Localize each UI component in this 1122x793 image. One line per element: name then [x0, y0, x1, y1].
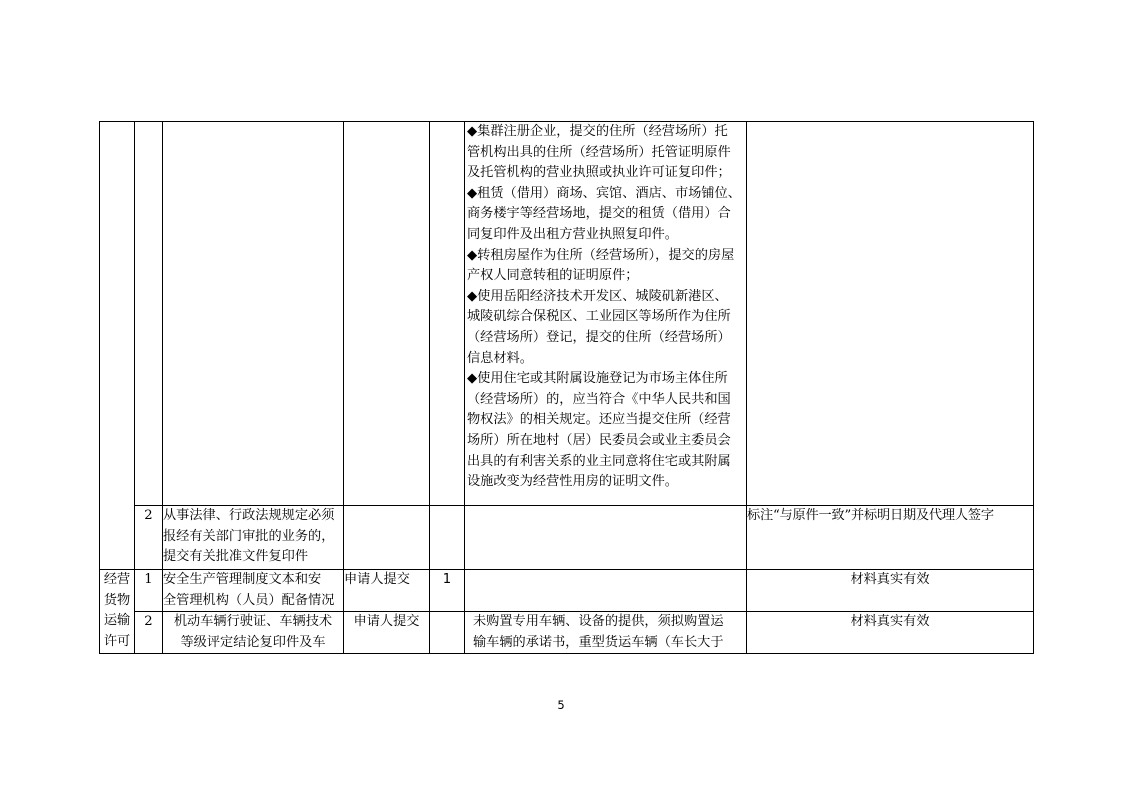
category-cell	[100, 122, 135, 570]
text-line: ◆使用岳阳经济技术开发区、城陵矶新港区、	[467, 288, 728, 304]
table-row	[100, 570, 1034, 612]
requirement-cell	[465, 506, 747, 570]
text-line: ◆租赁（借用）商场、宾馆、酒店、市场铺位、	[467, 185, 741, 201]
text-line: 场所）所在地村（居）民委员会或业主委员会	[467, 432, 731, 448]
text-line: 管机构出具的住所（经营场所）托管证明原件	[467, 144, 731, 160]
count-cell	[430, 122, 465, 506]
requirement-paragraph	[465, 246, 746, 287]
text-line: ◆转租房屋作为住所（经营场所），提交的房屋	[467, 247, 735, 263]
material-cell	[163, 612, 344, 654]
text-line: 全管理机构（人员）配备情况	[163, 592, 335, 608]
text-line: （经营场所）登记，提交的住所（经营场所）	[467, 329, 731, 345]
text-line: 商务楼宇等经营场地，提交的租赁（借用）合	[467, 206, 731, 222]
table-row	[100, 506, 1034, 570]
no-cell: 1	[135, 570, 163, 612]
note-cell	[747, 122, 1034, 506]
source-cell	[344, 506, 430, 570]
text-line: ◆集群注册企业，提交的住所（经营场所）托	[467, 124, 728, 139]
note-cell: 标注“与原件一致”并标明日期及代理人签字	[747, 506, 1034, 570]
text-line: 及托管机构的营业执照或执业许可证复印件；	[467, 165, 731, 181]
category-cell	[100, 570, 135, 654]
text-line: 输车辆的承诺书，重型货运车辆（车长大于	[473, 634, 724, 650]
table-row	[100, 612, 1034, 654]
material-cell	[163, 122, 344, 506]
text-line: 提交有关批准文件复印件	[163, 549, 309, 565]
requirement-cell	[465, 612, 747, 654]
material-cell	[163, 570, 344, 612]
requirement-paragraph	[465, 122, 746, 184]
source-cell: 申请人提交	[344, 612, 430, 654]
text-line: 等级评定结论复印件及车	[180, 634, 326, 650]
count-cell	[430, 612, 465, 654]
text-line: ◆使用住宅或其附属设施登记为市场主体住所	[467, 371, 728, 387]
note-cell: 材料真实有效	[747, 570, 1034, 612]
text-line: 物权法》的相关规定。还应当提交住所（经营	[467, 412, 731, 428]
text-line: 机动车辆行驶证、车辆技术	[173, 614, 333, 630]
text-line: 安全生产管理制度文本和安	[163, 572, 322, 587]
text-line: 经营	[103, 572, 131, 587]
page-number: 5	[557, 698, 565, 712]
requirement-paragraph	[465, 184, 746, 246]
materials-table	[99, 121, 1034, 654]
text-line: 货物	[103, 592, 131, 608]
count-cell: 1	[430, 570, 465, 612]
text-line: 产权人同意转租的证明原件；	[467, 268, 639, 284]
text-line: （经营场所）的，应当符合《中华人民共和国	[467, 391, 731, 407]
text-line: 从事法律、行政法规规定必须	[163, 508, 335, 523]
table-row	[100, 122, 1034, 506]
text-line: 城陵矶综合保税区、工业园区等场所作为住所	[467, 309, 731, 325]
no-cell: 2	[135, 506, 163, 570]
count-cell	[430, 506, 465, 570]
requirement-cell	[465, 570, 747, 612]
text-line: 未购置专用车辆、设备的提供，须拟购置运	[473, 614, 724, 630]
text-line: 设施改变为经营性用房的证明文件。	[467, 474, 678, 490]
material-cell	[163, 506, 344, 570]
text-line: 同复印件及出租方营业执照复印件。	[467, 226, 678, 242]
requirement-paragraph	[465, 287, 746, 369]
text-line: 报经有关部门审批的业务的，	[163, 528, 335, 544]
source-cell: 申请人提交	[344, 570, 430, 612]
note-cell: 材料真实有效	[747, 612, 1034, 654]
no-cell: 2	[135, 612, 163, 654]
source-cell	[344, 122, 430, 506]
text-line: 出具的有利害关系的业主同意将住宅或其附属	[467, 453, 731, 469]
text-line: 运输	[103, 613, 131, 629]
no-cell	[135, 122, 163, 506]
requirement-cell	[465, 122, 747, 506]
requirement-paragraph	[465, 369, 746, 493]
text-line: 信息材料。	[467, 350, 533, 366]
text-line: 许可	[103, 633, 131, 649]
